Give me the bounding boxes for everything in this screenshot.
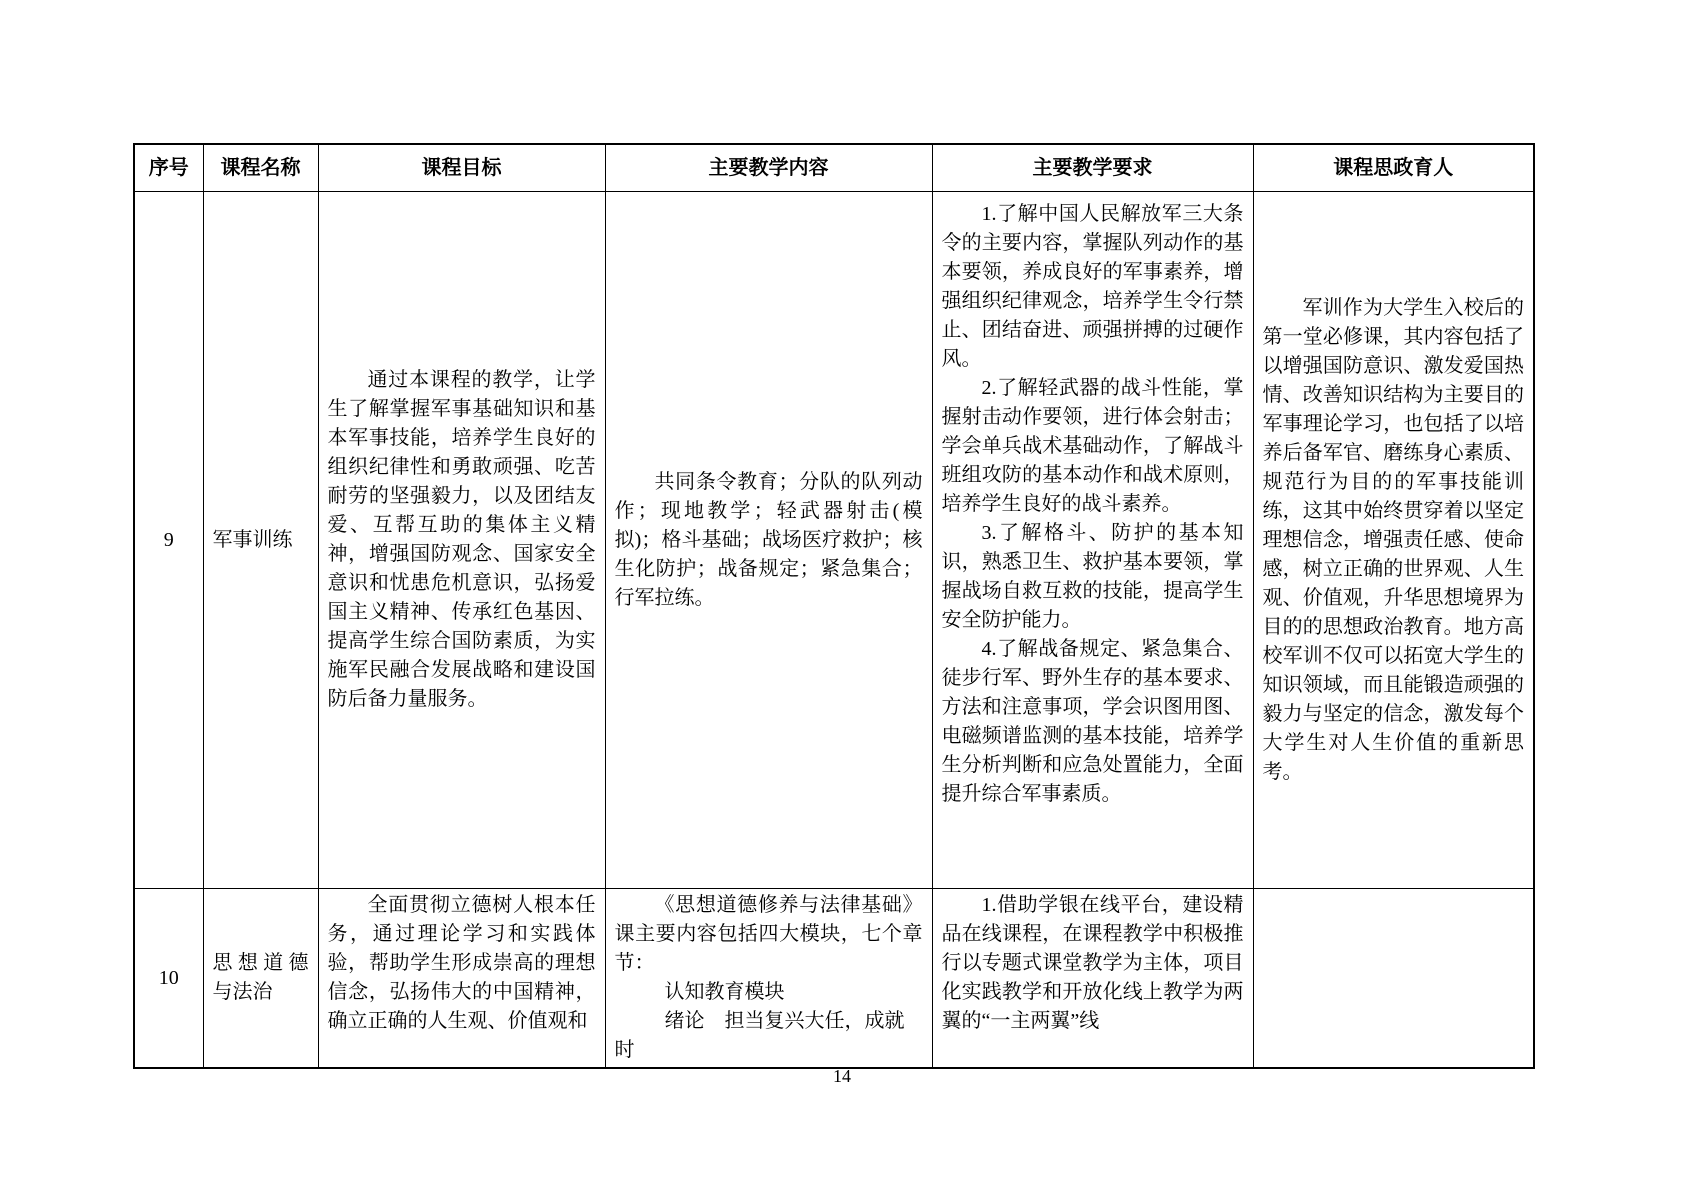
requirement-paragraph-4: 4.了解战备规定、紧急集合、徒步行军、野外生存的基本要求、方法和注意事项，学会识图用图、电磁频谱监测的基本技能，培养学生分析判断和应急处置能力，全面提升综合军事素质。 <box>941 638 1244 805</box>
page-number: 14 <box>833 1066 851 1086</box>
objective-paragraph: 通过本课程的教学，让学生了解掌握军事基础知识和基本军事技能，培养学生良好的组织纪律性和勇敢顽强、吃苦耐劳的坚强毅力，以及团结友爱、互帮互助的集体主义精神，增强国防观念、国家安全意识和忧患危机意识，弘扬爱国主义精神、传承红色基因、提高学生综合国防素质，为实施军民融合发展战略和建设国防后备力量服务。 <box>327 369 596 710</box>
cell-objective-10 <box>318 889 605 1069</box>
requirement-paragraph-3: 3.了解格斗、防护的基本知识，熟悉卫生、救护基本要领，掌握战场自救互救的技能，提高学生安全防护能力。 <box>941 522 1244 631</box>
teaching-content-module-line: 认知教育模块 <box>664 981 785 1003</box>
col-header-seq: 序号 <box>134 144 203 192</box>
col-header-teaching-requirements: 主要教学要求 <box>932 144 1253 192</box>
col-header-teaching-content: 主要教学内容 <box>605 144 932 192</box>
cell-course-name-10: 思想道德与法治 <box>203 889 318 1069</box>
cell-teaching-requirements-10 <box>932 889 1253 1069</box>
cell-teaching-content-9 <box>605 192 932 889</box>
ideology-paragraph: 军训作为大学生入校后的第一堂必修课，其内容包括了以增强国防意识、激发爱国热情、改善知识结构为主要目的军事理论学习，也包括了以培养后备军官、磨练身心素质、规范行为目的的军事技能训练，这其中始终贯穿着以坚定理想信念，增强责任感、使命感，树立正确的世界观、人生观、价值观，升华思想境界为目的的思想政治教育。地方高校军训不仅可以拓宽大学生的知识领域，而且能锻造顽强的毅力与坚定的信念，激发每个大学生对人生价值的重新思考。 <box>1262 296 1524 783</box>
teaching-content-intro-line: 绪论 担当复兴大任，成就时 <box>614 1010 905 1061</box>
table-row-course-9 <box>134 192 1534 889</box>
col-header-ideology: 课程思政育人 <box>1253 144 1534 192</box>
objective-paragraph: 全面贯彻立德树人根本任务，通过理论学习和实践体验，帮助学生形成崇高的理想信念，弘扬伟大的中国精神，确立正确的人生观、价值观和 <box>327 894 596 1032</box>
cell-ideology-9 <box>1253 192 1534 889</box>
course-plan-table <box>133 143 1535 1069</box>
col-header-objective: 课程目标 <box>318 144 605 192</box>
requirement-paragraph-1: 1.了解中国人民解放军三大条令的主要内容，掌握队列动作的基本要领，养成良好的军事素养，增强组织纪律观念，培养学生令行禁止、团结奋进、顽强拼搏的过硬作风。 <box>941 203 1244 370</box>
table-row-course-10 <box>134 889 1534 1069</box>
cell-seq-9: 9 <box>134 192 203 889</box>
cell-ideology-10 <box>1253 889 1534 1069</box>
cell-course-name-9: 军事训练 <box>203 192 318 889</box>
cell-objective-9 <box>318 192 605 889</box>
cell-teaching-content-10 <box>605 889 932 1069</box>
table-header-row <box>134 144 1534 192</box>
teaching-content-paragraph: 共同条令教育；分队的队列动作；现地教学；轻武器射击(模拟)；格斗基础；战场医疗救护；核生化防护；战备规定；紧急集合；行军拉练。 <box>614 470 923 609</box>
requirement-paragraph-1: 1.借助学银在线平台，建设精品在线课程，在课程教学中积极推行以专题式课堂教学为主体，项目化实践教学和开放化线上教学为两翼的“一主两翼”线 <box>941 894 1244 1032</box>
cell-seq-10: 10 <box>134 889 203 1069</box>
col-header-course-name: 课程名称 <box>203 144 318 192</box>
requirement-paragraph-2: 2.了解轻武器的战斗性能，掌握射击动作要领，进行体会射击；学会单兵战术基础动作，了解战斗班组攻防的基本动作和战术原则，培养学生良好的战斗素养。 <box>941 377 1244 515</box>
teaching-content-paragraph: 《思想道德修养与法律基础》课主要内容包括四大模块，七个章节： <box>614 894 923 974</box>
cell-teaching-requirements-9 <box>932 192 1253 889</box>
